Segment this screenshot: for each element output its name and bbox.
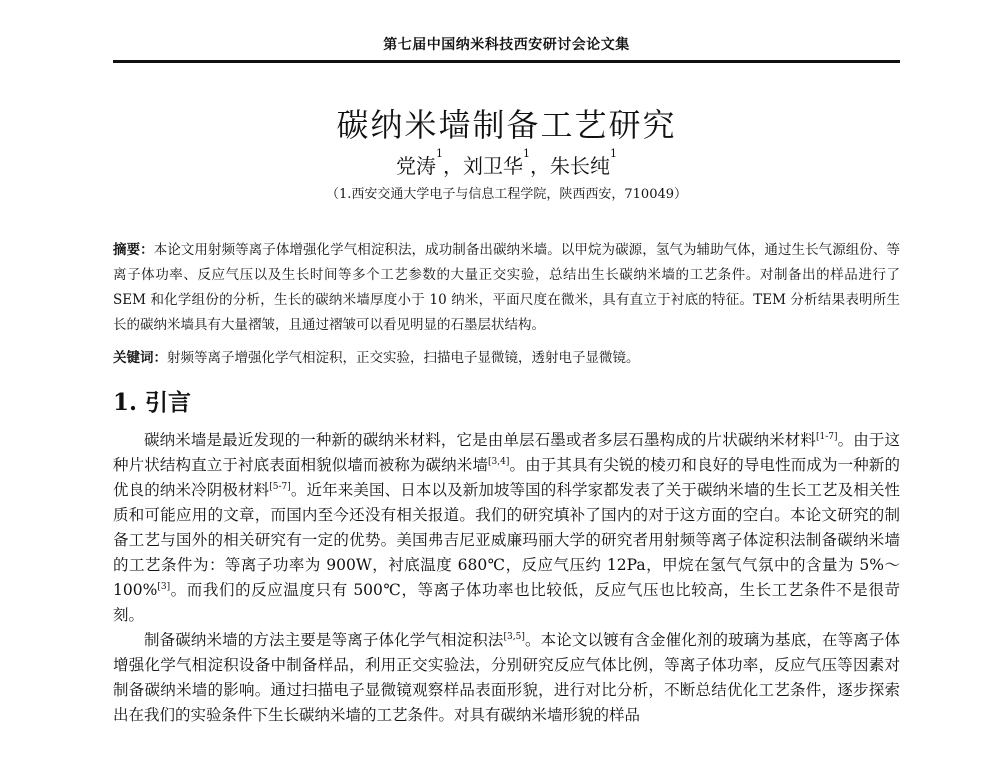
text-run: 碳纳米墙是最近发现的一种新的碳纳米材料，它是由单层石墨或者多层石墨构成的片状碳纳米材料 <box>144 431 816 449</box>
affiliation: （1.西安交通大学电子与信息工程学院，陕西西安，710049） <box>325 187 688 202</box>
text-run: 。由于这种片状结构直立于衬底表面相貌似墙而被称为碳纳米墙 <box>113 431 900 474</box>
citation: [3] <box>157 581 171 592</box>
text-run: 。而我们的反应温度只有 500℃，等离子体功率也比较低，反应气压也比较高，生长工艺条件不是很苛刻。 <box>113 581 900 624</box>
author-name: 刘卫华 <box>463 154 523 178</box>
keywords <box>113 346 900 370</box>
author-affiliation-mark: 1 <box>436 147 443 160</box>
abstract-text: 本论文用射频等离子体增强化学气相淀积法，成功制备出碳纳米墙。以甲烷为碳源，氢气为辅助气体，通过生长气源组份、等离子体功率、反应气压以及生长时间等多个工艺参数的大量正交实验，总结出生长碳纳米墙的工艺条件。对制备出的样品进行了 SEM 和化学组份的分析，生长的碳纳米墙厚度小于 10 纳米，平面尺度在微米，具有直立于衬底的特征。TEM 分析结果表明所生长的碳纳米墙具有大量褶皱，且通过褶皱可以看见明显的石墨层状结构。 <box>113 242 901 333</box>
text-run: 制备碳纳米墙的方法主要是等离子体化学气相淀积法 <box>144 631 504 649</box>
citation: [3,4] <box>488 456 510 467</box>
section-heading <box>113 384 191 417</box>
text-run: 。本论文以镀有含金催化剂的玻璃为基底，在等离子体增强化学气相淀积设备中制备样品，利用正交实验法，分别研究反应气体比例，等离子体功率，反应气压等因素对制备碳纳米墙的影响。通过扫描电子显微镜观察样品表面形貌，进行对比分析，不断总结优化工艺条件，逐步探索出在我们的实验条件下生长碳纳米墙的工艺条件。对具有碳纳米墙形貌的样品 <box>113 631 900 724</box>
paragraph <box>113 428 900 628</box>
paper-title: 碳纳米墙制备工艺研究 <box>336 106 677 144</box>
author-name: 朱长纯 <box>550 154 610 178</box>
section-number: 1. <box>113 389 138 416</box>
text-run: 。近年来美国、日本以及新加坡等国的科学家都发表了关于碳纳米墙的生长工艺及相关性质和可能应用的文章，而国内至今还没有相关报道。我们的研究填补了国内的对于这方面的空白。本论文研究的制备工艺与国外的相关研究有一定的优势。美国弗吉尼亚威廉玛丽大学的研究者用射频等离子体淀积法制备碳纳米墙的工艺条件为：等离子功率为 900W，衬底温度 680℃，反应气压约 12Pa，甲烷在氢气气氛中的含量为 5%～100% <box>113 481 900 599</box>
text-run: 。由于其具有尖锐的棱刃和良好的导电性而成为一种新的优良的纳米冷阴极材料 <box>113 456 900 499</box>
author-affiliation-mark: 1 <box>523 147 530 160</box>
keywords-text: 射频等离子增强化学气相淀积，正交实验，扫描电子显微镜，透射电子显微镜。 <box>167 350 640 366</box>
header-rule <box>113 60 900 63</box>
body-text <box>113 428 900 728</box>
abstract-label: 摘要： <box>113 242 154 258</box>
running-header: 第七届中国纳米科技西安研讨会论文集 <box>383 37 630 53</box>
author-separator: ， <box>443 154 463 178</box>
section-title: 引言 <box>145 389 192 416</box>
author-list <box>113 147 900 179</box>
citation: [5-7] <box>269 481 291 492</box>
author-separator: ， <box>530 154 550 178</box>
keywords-label: 关键词： <box>113 350 167 366</box>
citation: [1-7] <box>815 431 838 442</box>
author-affiliation-mark: 1 <box>610 147 617 160</box>
citation: [3,5] <box>503 631 525 642</box>
abstract <box>113 238 900 338</box>
paragraph <box>113 628 900 728</box>
author-name: 党涛 <box>396 154 436 178</box>
